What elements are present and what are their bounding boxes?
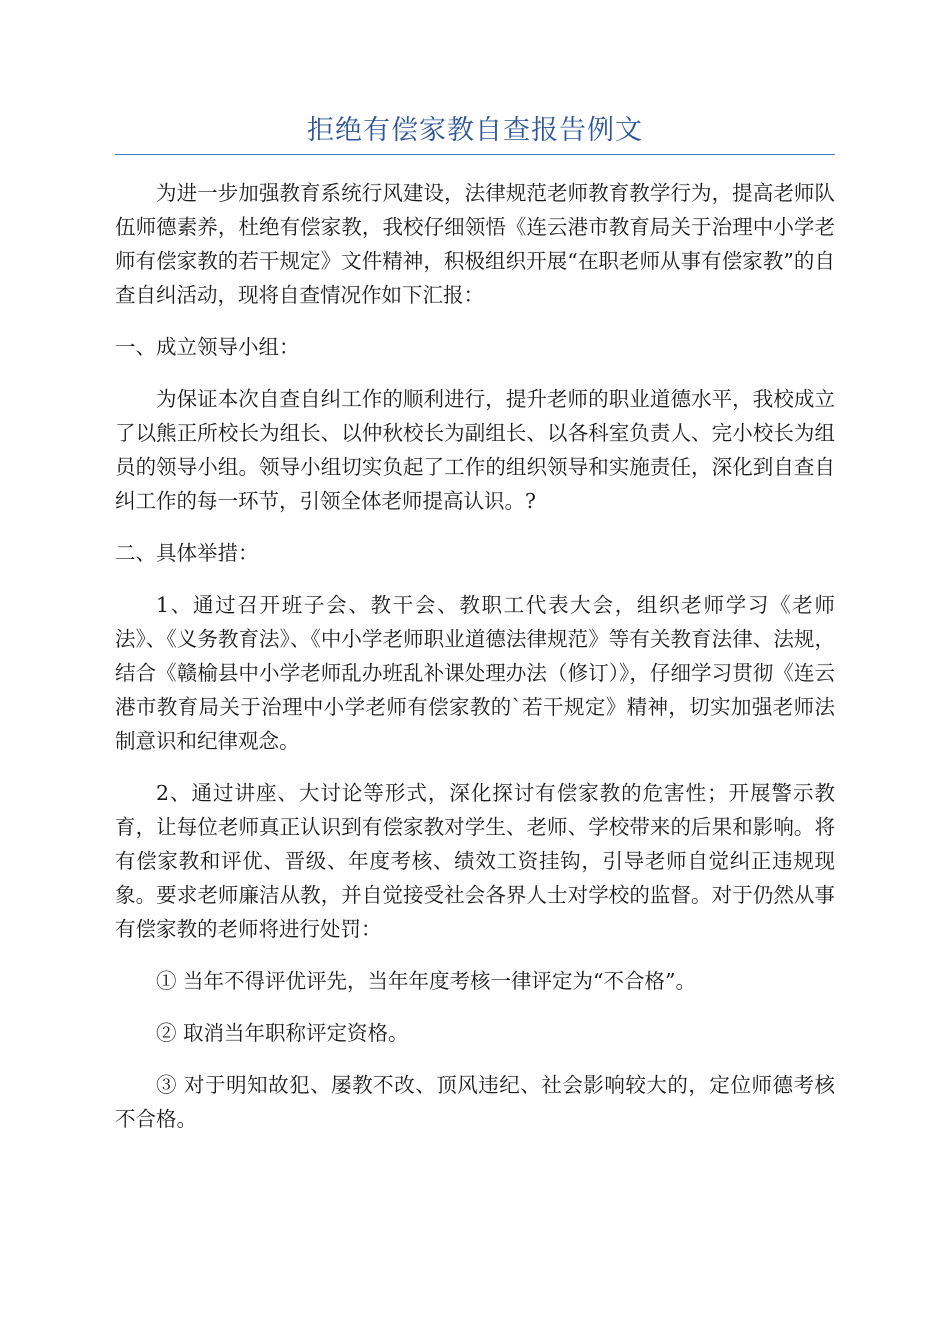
- section-heading-1: 一、成立领导小组：: [115, 335, 300, 359]
- measure-2-paragraph: 2、通过讲座、大讨论等形式，深化探讨有偿家教的危害性；开展警示教育，让每位老师真正认识到有偿家教对学生、老师、学校带来的后果和影响。将有偿家教和评优、晋级、年度考核、绩效工资挂钩，引导老师自觉纠正违规现象。要求老师廉洁从教，并自觉接受社会各界人士对学校的监督。对于仍然从事有偿家教的老师将进行处罚：: [115, 781, 835, 941]
- penalty-2-item: ② 取消当年职称评定资格。: [156, 1021, 409, 1045]
- title-underline: [115, 154, 835, 155]
- measure-1-paragraph: 1、通过召开班子会、教干会、教职工代表大会，组织老师学习《老师法》、《义务教育法》、《中小学老师职业道德法律规范》等有关教育法律、法规，结合《赣榆县中小学老师乱办班乱补课处理办法（修订）》，仔细学习贯彻《连云港市教育局关于治理中小学老师有偿家教的`若干规定》精神，切实加强老师法制意识和纪律观念。: [115, 593, 835, 753]
- section-1-paragraph: 为保证本次自查自纠工作的顺利进行，提升老师的职业道德水平，我校成立了以熊正所校长为组长、以仲秋校长为副组长、以各科室负责人、完小校长为组员的领导小组。领导小组切实负起了工作的组织领导和实施责任，深化到自查自纠工作的每一环节，引领全体老师提高认识。?: [115, 387, 835, 513]
- penalty-1-item: ① 当年不得评优评先，当年年度考核一律评定为“不合格”。: [156, 969, 696, 993]
- intro-paragraph: 为进一步加强教育系统行风建设，法律规范老师教育教学行为，提高老师队伍师德素养，杜绝有偿家教，我校仔细领悟《连云港市教育局关于治理中小学老师有偿家教的若干规定》文件精神，积极组织开展“在职老师从事有偿家教”的自查自纠活动，现将自查情况作如下汇报：: [115, 181, 835, 307]
- document-title: 拒绝有偿家教自查报告例文: [307, 115, 643, 146]
- penalty-3-item: ③ 对于明知故犯、屡教不改、顶风违纪、社会影响较大的，定位师德考核不合格。: [115, 1073, 835, 1131]
- section-heading-2: 二、具体举措：: [115, 541, 259, 565]
- document-body: [115, 176, 835, 1154]
